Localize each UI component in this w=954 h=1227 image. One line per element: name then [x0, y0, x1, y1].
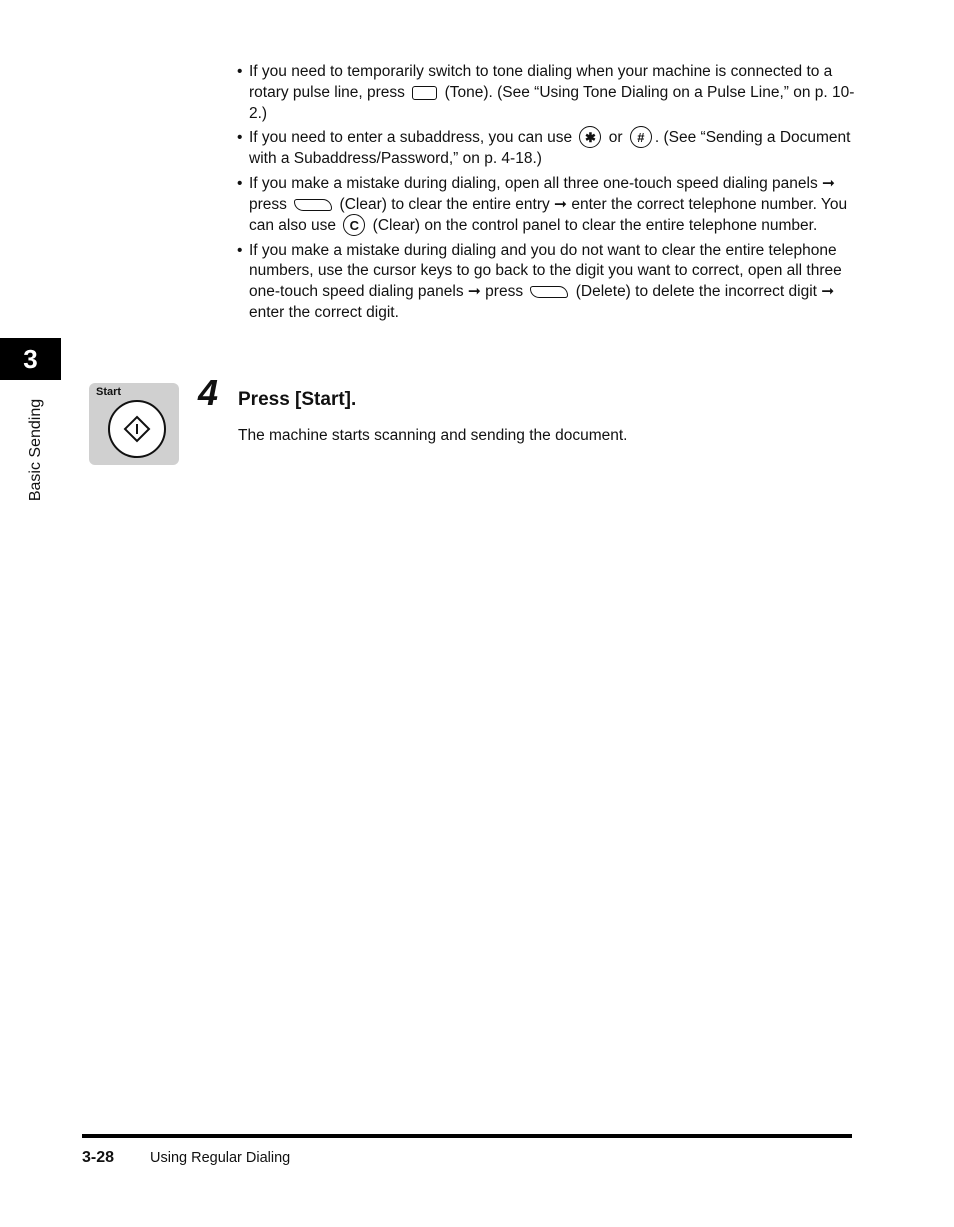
- bullet-text: If you make a mistake during dialing, open all three one-touch speed dialing panels: [249, 175, 818, 193]
- bullet-clear: • If you make a mistake during dialing, open all three one-touch speed dialing panels ➞ press (Clear) to clear the entire entry ➞ enter the correct telephone number. You can also use C (Clear) on the control panel to clear the entire telephone number.: [237, 175, 848, 234]
- footer-section-title: Using Regular Dialing: [150, 1150, 291, 1166]
- bullet-text: If you need to temporarily switch to tone dialing when your machine is connected to a rotary pulse line, press: [249, 63, 833, 101]
- bullet-text: (Clear) on the control panel to clear the entire telephone number.: [372, 216, 818, 234]
- start-key-label: Start: [96, 386, 122, 398]
- hash-key-icon: #: [630, 126, 652, 148]
- clear-key-icon: C: [343, 214, 365, 236]
- bullet-text: (Clear) to clear the entire entry ➞ enter the correct telephone number. You can also use: [249, 195, 848, 234]
- bullet-text: . (See “Sending a Document with a Subaddress/Password,” on p. 4-18.): [249, 129, 851, 168]
- chapter-tab: 3: [0, 338, 61, 380]
- step-number: 4: [198, 372, 219, 413]
- page-number: 3-28: [82, 1149, 115, 1166]
- delete-key-icon: [530, 286, 568, 298]
- tone-key-icon: [412, 86, 437, 100]
- bullet-text: ➞ press: [249, 175, 836, 213]
- bullet-subaddress: • If you need to enter a subaddress, you can use ✱ or # . (See “Sending a Document with a Subaddress/Password,” on p. 4-18.): [237, 128, 857, 170]
- chapter-side-title: Basic Sending: [27, 398, 44, 502]
- start-button-icon: [108, 400, 166, 458]
- bullet-delete: • If you make a mistake during dialing and you do not want to clear the entire telephone numbers, use the cursor keys to go back to the digit you want to correct, open all three one-touch speed dialing panels ➞ press (Delete) to delete the incorrect digit ➞ enter the correct digit.: [237, 241, 842, 321]
- start-diamond-icon: [122, 414, 152, 444]
- star-key-icon: ✱: [579, 126, 601, 148]
- bullet-text: (Tone). (See “Using Tone Dialing on a Pulse Line,” on p. 10-2.): [249, 83, 855, 122]
- note-bullets: [237, 62, 857, 328]
- bullet-text: If you need to enter a subaddress, you can use: [249, 129, 573, 147]
- bullet-text: If you make a mistake during dialing and you do not want to clear the entire telephone numbers, use the cursor keys to go back to the digit you want to correct, open all three one-touch speed dialing panels ➞ press: [249, 241, 842, 301]
- bullet-text: or: [608, 129, 623, 147]
- bullet-text: (Delete) to delete the incorrect digit ➞ enter the correct digit.: [249, 283, 835, 321]
- step-description: The machine starts scanning and sending the document.: [238, 427, 628, 444]
- bullet-tone: • If you need to temporarily switch to tone dialing when your machine is connected to a rotary pulse line, press (Tone). (See “Using Tone Dialing on a Pulse Line,” on p. 10-2.): [237, 63, 855, 122]
- footer-rule: [82, 1134, 852, 1138]
- clear-panel-key-icon: [294, 199, 332, 211]
- start-key-illustration: [89, 383, 179, 465]
- step-title: Press [Start].: [238, 389, 357, 410]
